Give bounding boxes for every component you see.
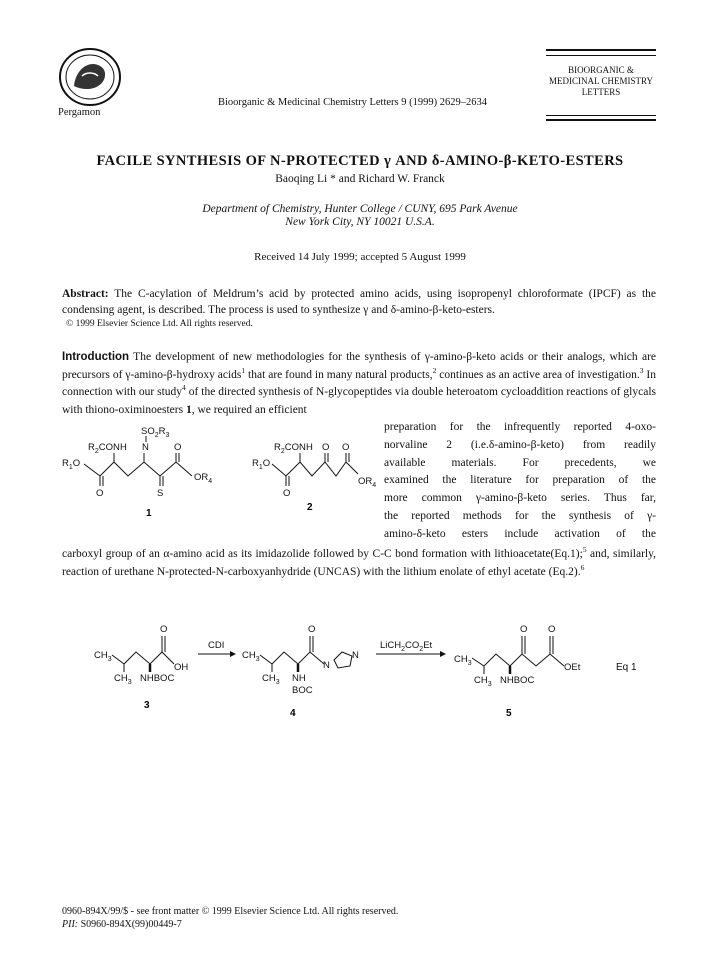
compound-label-4: 4: [290, 708, 296, 718]
c3-oh: OH: [174, 662, 189, 673]
journal-box: [546, 65, 656, 98]
side-line: amino-δ-keto esters include activation of the: [384, 527, 656, 540]
ref-6: 6: [580, 562, 585, 572]
reagent-cdi: CDI: [208, 640, 225, 651]
header-rule-top: [546, 49, 656, 51]
publisher-name: Pergamon: [58, 107, 101, 118]
ref-2: 2: [432, 365, 437, 375]
footer-copyright: 0960-894X/99/$ - see front matter © 1999 Elsevier Science Ltd. All rights reserved.: [62, 906, 399, 917]
abstract-label: Abstract:: [62, 288, 109, 300]
header-rule-bottom-thin: [546, 115, 656, 116]
ref-1: 1: [241, 365, 246, 375]
s1-r1o: R1O: [62, 458, 81, 471]
c4-o: O: [308, 624, 316, 635]
received-dates: Received 14 July 1999; accepted 5 August 1999: [254, 251, 466, 263]
side-line: examined the literature for preparation of the: [384, 474, 656, 487]
s2-o-low: O: [283, 488, 291, 499]
s1-n: N: [142, 442, 149, 453]
journal-box-line: LETTERS: [581, 87, 621, 97]
structure-2: [236, 420, 386, 520]
compound-label-2: 2: [307, 502, 313, 513]
intro-side-column: [384, 419, 656, 544]
compound-label-5: 5: [506, 708, 512, 718]
c5-nhboc: NHBOC: [500, 675, 535, 686]
c4-ch3b: CH3: [262, 673, 280, 686]
intro-text-e: of the directed synthesis of N-glycopeptides via double heteroatom cycloaddition reactions of glycals with thiono-oximinoesters: [62, 386, 656, 416]
s1-r2con: R2CON: [88, 442, 120, 455]
c3-ch3b: CH3: [114, 673, 132, 686]
s1-h: H: [120, 442, 127, 453]
s2-h: H: [306, 442, 313, 453]
reaction-scheme-eq1: [80, 618, 660, 718]
intro-p2-b: and, similarly, reaction of urethane N-protected-N-carboxyanhydride (UNCAS) with the lithium enolate of ethyl acetate (Eq.2).: [62, 548, 656, 578]
header-rule-top-thin: [546, 55, 656, 56]
s1-so2r3: SO2R3: [141, 426, 170, 439]
intro-p2-a: carboxyl group of an α-amino acid as its imidazolide followed by C-C bond formation with lithioacetate(Eq.1);: [62, 548, 583, 560]
compound-ref-1: 1: [185, 403, 192, 416]
s1-or4: OR4: [194, 472, 213, 485]
side-line: the reported methods for the synthesis of γ-: [384, 509, 656, 522]
compound-label-3: 3: [144, 700, 150, 711]
c3-nhboc: NHBOC: [140, 673, 175, 684]
reagent-lich2co2et: LiCH2CO2Et: [380, 640, 433, 653]
ref-3: 3: [639, 365, 644, 375]
s1-o-top: O: [174, 442, 182, 453]
abstract-text: The C-acylation of Meldrum’s acid by protected amino acids, using isopropenyl chloroformate (IPCF) as the condensing agent, is described. The process is used to synthesize γ and δ-amino-β-keto-esters.: [62, 288, 656, 316]
c5-oet: OEt: [564, 662, 581, 673]
s2-r1o: R1O: [252, 458, 271, 471]
intro-label: Introduction: [62, 351, 130, 363]
c5-o1: O: [520, 624, 528, 635]
intro-text-b: that are found in many natural products,: [245, 368, 433, 381]
c3-ch3: CH3: [94, 650, 112, 663]
side-line: norvaline 2 (i.e.δ-amino-β-keto) from readily: [384, 438, 656, 451]
s2-r2con: R2CON: [274, 442, 306, 455]
publisher-logo: [56, 46, 124, 108]
journal-citation: Bioorganic & Medicinal Chemistry Letters 9 (1999) 2629–2634: [218, 97, 487, 108]
affiliation-line-2: New York City, NY 10021 U.S.A.: [285, 216, 435, 228]
equation-label: Eq 1: [616, 662, 637, 673]
article-title: FACILE SYNTHESIS OF N-PROTECTED γ AND δ-AMINO-β-KETO-ESTERS: [96, 153, 624, 169]
intro-text-a: The development of new methodologies for the synthesis of γ-amino-β-keto acids or their analogs, which are precursors of γ-amino-β-hydroxy acids: [62, 351, 656, 381]
side-line: available materials. For precedents, we: [384, 456, 656, 469]
c4-boc: BOC: [292, 685, 313, 696]
ref-4: 4: [182, 383, 186, 393]
s2-o2: O: [342, 442, 350, 453]
s1-s: S: [157, 488, 164, 499]
side-line: more common γ-amino-β-keto series. Thus far,: [384, 492, 656, 505]
c4-n2: N: [352, 650, 359, 661]
header-rule-bottom: [546, 119, 656, 121]
journal-box-line: MEDICINAL CHEMISTRY: [549, 76, 653, 86]
s2-o1: O: [322, 442, 330, 453]
abstract: [62, 286, 656, 318]
intro-paragraph-2: [62, 546, 656, 581]
c3-o: O: [160, 624, 168, 635]
s2-or4: OR4: [358, 476, 377, 489]
intro-text-f: , we required an efficient: [191, 403, 307, 416]
abstract-copyright: © 1999 Elsevier Science Ltd. All rights reserved.: [66, 319, 253, 329]
c4-ch3: CH3: [242, 650, 260, 663]
pii-value: S0960-894X(99)00449-7: [78, 919, 182, 930]
structure-1: [60, 420, 240, 520]
compound-label-1: 1: [146, 508, 152, 519]
pii-label: PII:: [62, 919, 79, 930]
ref-5: 5: [582, 545, 587, 555]
c4-n1: N: [323, 660, 330, 671]
c5-ch3: CH3: [454, 654, 472, 667]
article-authors: Baoqing Li * and Richard W. Franck: [275, 173, 445, 185]
c4-nh: NH: [292, 673, 306, 684]
intro-text-c: continues as an active area of investigation.: [436, 368, 640, 381]
footer-pii: [62, 919, 182, 930]
journal-box-line: BIOORGANIC &: [568, 65, 634, 75]
intro-text-d: In connection with our study: [62, 368, 657, 398]
side-line: preparation for the infrequently reported 4-oxo-: [384, 421, 656, 433]
s1-o-low: O: [96, 488, 104, 499]
intro-paragraph-1: [62, 349, 656, 419]
c5-o2: O: [548, 624, 556, 635]
affiliation-line-1: Department of Chemistry, Hunter College / CUNY, 695 Park Avenue: [202, 203, 518, 215]
c5-ch3b: CH3: [474, 675, 492, 688]
